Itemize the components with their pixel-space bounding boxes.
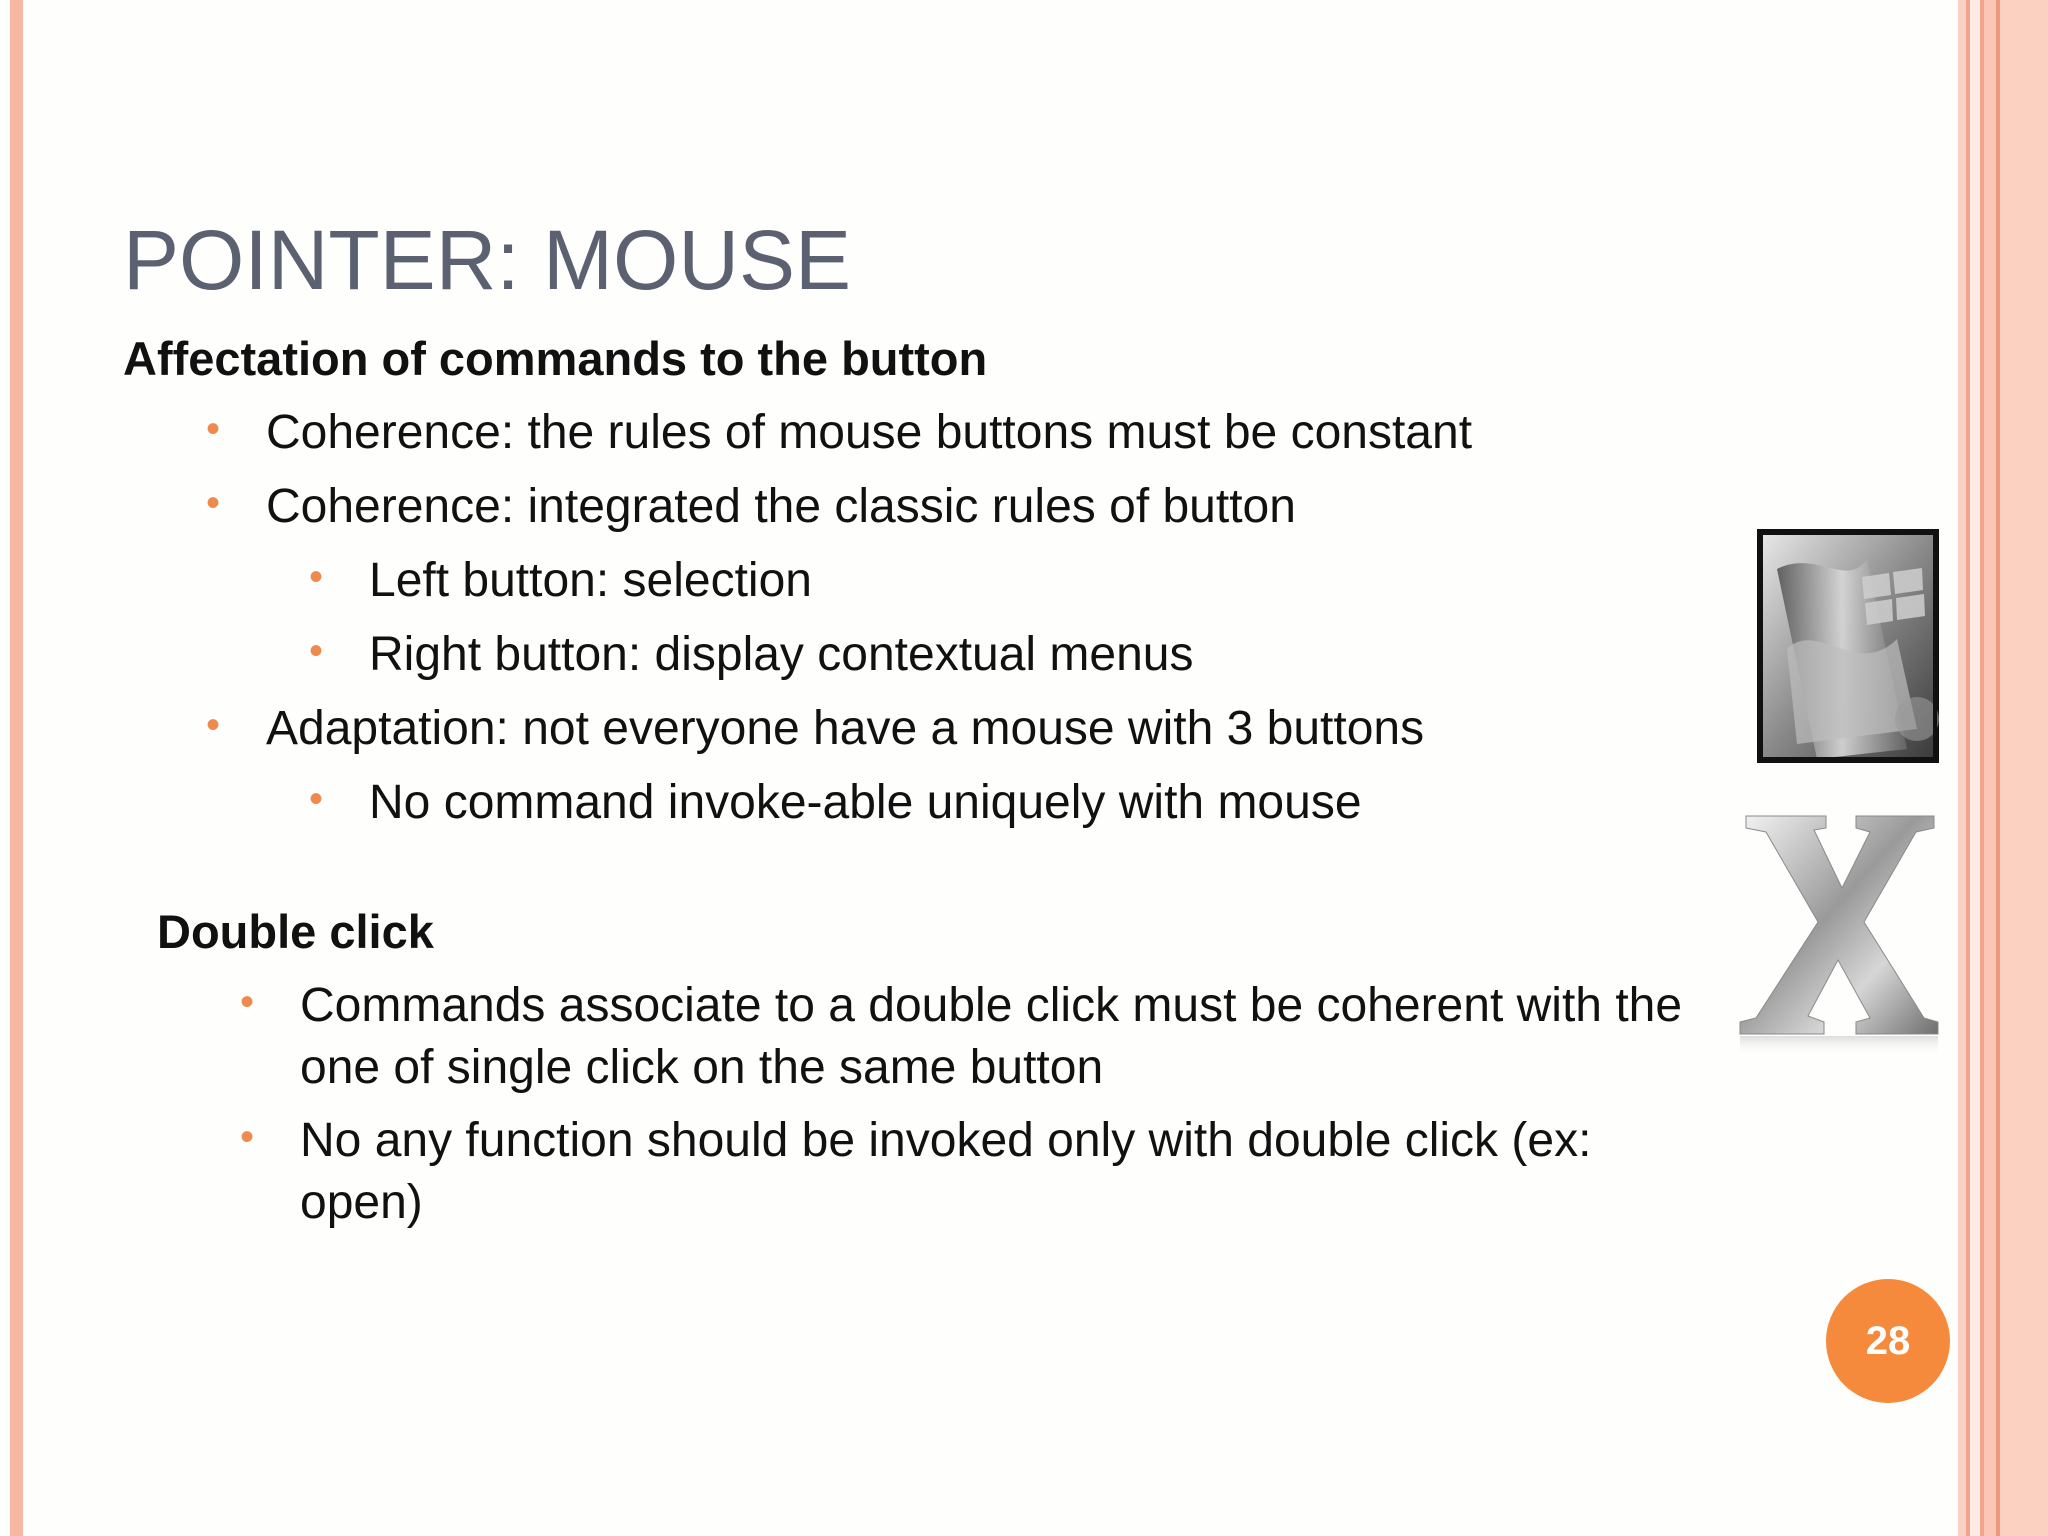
bullet-icon: •: [309, 629, 324, 673]
list-item-text: Coherence: integrated the classic rules of button: [266, 480, 1296, 533]
bullet-icon: •: [206, 703, 221, 747]
mac-os-x-logo-icon: [1738, 810, 1944, 1060]
list-item: [206, 476, 1296, 538]
bullet-icon: •: [309, 555, 324, 599]
bullet-icon: •: [206, 407, 221, 451]
list-item-text: No any function should be invoked only with double click (ex: open): [300, 1114, 1592, 1229]
section-heading-buttons: Affectation of commands to the button: [123, 332, 988, 385]
bullet-icon: •: [240, 980, 255, 1024]
section-heading-double-click: Double click: [157, 905, 434, 958]
list-item-text: Coherence: the rules of mouse buttons must be constant: [266, 406, 1473, 459]
page-number-badge: 28: [1826, 1279, 1950, 1403]
left-border-stripe: [10, 0, 23, 1536]
list-item: [206, 402, 1473, 464]
right-border-stripe: [1970, 0, 1980, 1536]
list-item-text: Commands associate to a double click must be coherent with the one of single click on the same button: [300, 979, 1683, 1094]
slide-title: POINTER: MOUSE: [123, 213, 852, 307]
list-item-text: No command invoke-able uniquely with mouse: [369, 776, 1362, 829]
list-item-text: Left button: selection: [369, 554, 812, 607]
windows-logo-icon: [1757, 529, 1939, 763]
right-border-stripe: [2000, 0, 2048, 1536]
bullet-icon: •: [206, 481, 221, 525]
list-item-text: Right button: display contextual menus: [369, 628, 1194, 681]
right-border-stripe: [1958, 0, 1966, 1536]
list-item-text: Adaptation: not everyone have a mouse with 3 buttons: [266, 702, 1425, 755]
bullet-icon: •: [309, 777, 324, 821]
list-item: [240, 1110, 1710, 1234]
list-item: [309, 772, 1362, 834]
bullet-icon: •: [240, 1115, 255, 1159]
list-item: [309, 624, 1194, 686]
right-border-stripe: [1984, 0, 1996, 1536]
list-item: [240, 975, 1710, 1099]
list-item: [206, 698, 1425, 760]
list-item: [309, 550, 812, 612]
